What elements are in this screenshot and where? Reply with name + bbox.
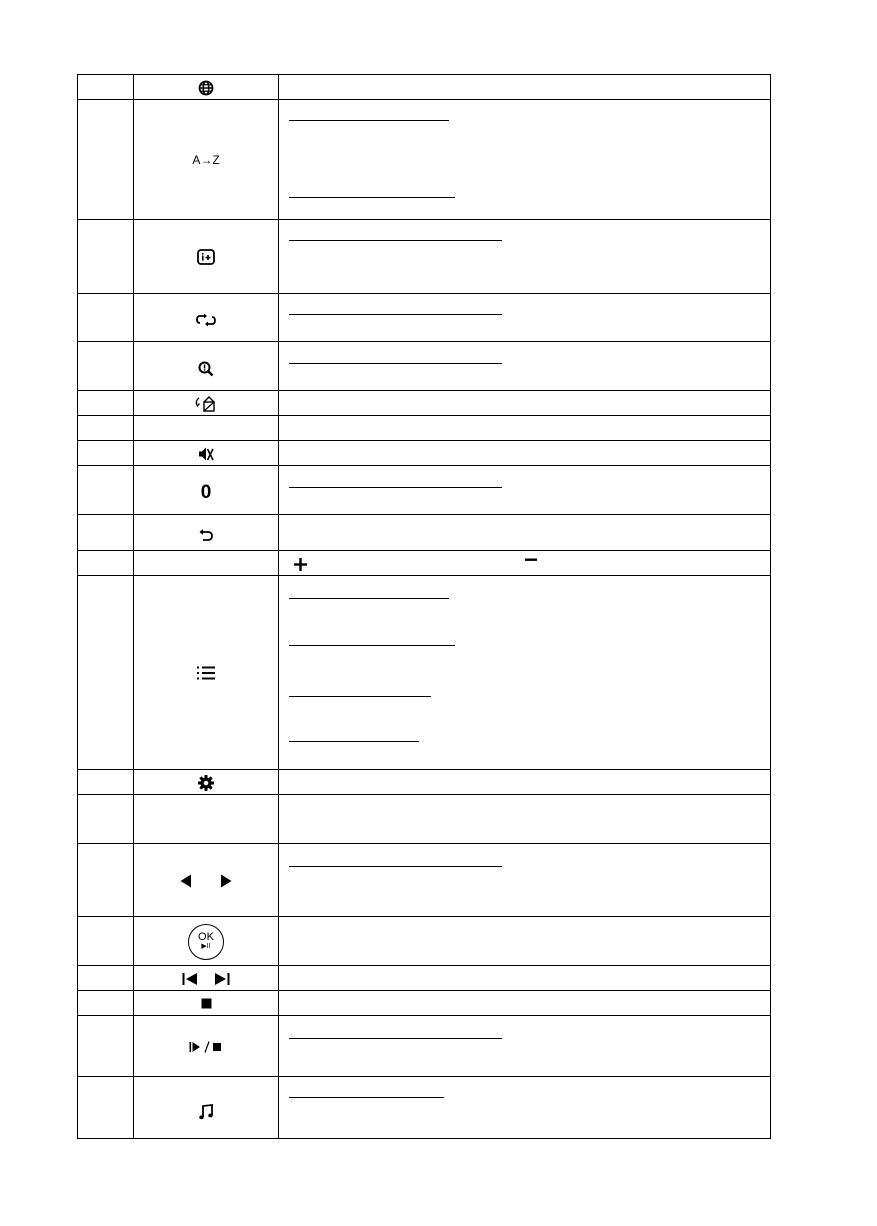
table-row	[77, 1015, 771, 1077]
table-row	[77, 916, 771, 966]
table-row	[77, 514, 771, 551]
ok-label: OK	[198, 931, 214, 943]
underline	[289, 120, 449, 121]
table-row	[77, 575, 771, 770]
play-pause-label: ▶II	[201, 943, 211, 950]
table-row	[77, 440, 771, 466]
mute-icon	[134, 441, 278, 466]
underline	[289, 741, 419, 742]
underline	[289, 866, 502, 867]
table-row	[77, 550, 771, 576]
underline	[289, 487, 502, 488]
table-row	[77, 843, 771, 917]
a-to-z-icon: A→Z	[192, 153, 220, 167]
underline	[289, 363, 502, 364]
table-row	[77, 794, 771, 844]
table-row	[77, 219, 771, 294]
next-icon	[214, 972, 230, 986]
info-plus-icon	[134, 220, 278, 294]
zoom-icon	[134, 342, 278, 391]
table-row	[77, 769, 771, 795]
left-arrow-icon	[180, 874, 192, 888]
right-arrow-icon	[220, 874, 232, 888]
underline	[289, 314, 502, 315]
underline	[289, 240, 502, 241]
ok-play-pause-icon	[134, 917, 278, 966]
underline	[289, 645, 455, 646]
table-row	[77, 99, 771, 220]
underline	[289, 197, 455, 198]
table-row	[77, 1076, 771, 1139]
underline	[289, 598, 449, 599]
rotate-icon	[134, 391, 278, 416]
table-row	[77, 965, 771, 991]
table-row	[77, 341, 771, 391]
gear-icon	[134, 770, 278, 795]
plus-icon	[294, 558, 307, 571]
underline	[289, 1097, 444, 1098]
table-row	[77, 465, 771, 515]
underline	[289, 1038, 502, 1039]
table-row	[77, 415, 771, 441]
minus-icon	[525, 558, 537, 562]
previous-icon	[182, 972, 198, 986]
underline	[289, 696, 431, 697]
globe-icon	[134, 75, 278, 100]
list-icon	[134, 576, 278, 770]
play-stop-icon	[134, 1016, 278, 1077]
back-icon	[134, 515, 278, 551]
zero-icon: 0	[200, 482, 212, 503]
table-row	[77, 74, 771, 100]
stop-icon	[134, 991, 278, 1016]
table-row	[77, 293, 771, 342]
table-row	[77, 390, 771, 416]
repeat-icon	[134, 294, 278, 342]
table-row	[77, 990, 771, 1016]
music-note-icon	[134, 1077, 278, 1138]
